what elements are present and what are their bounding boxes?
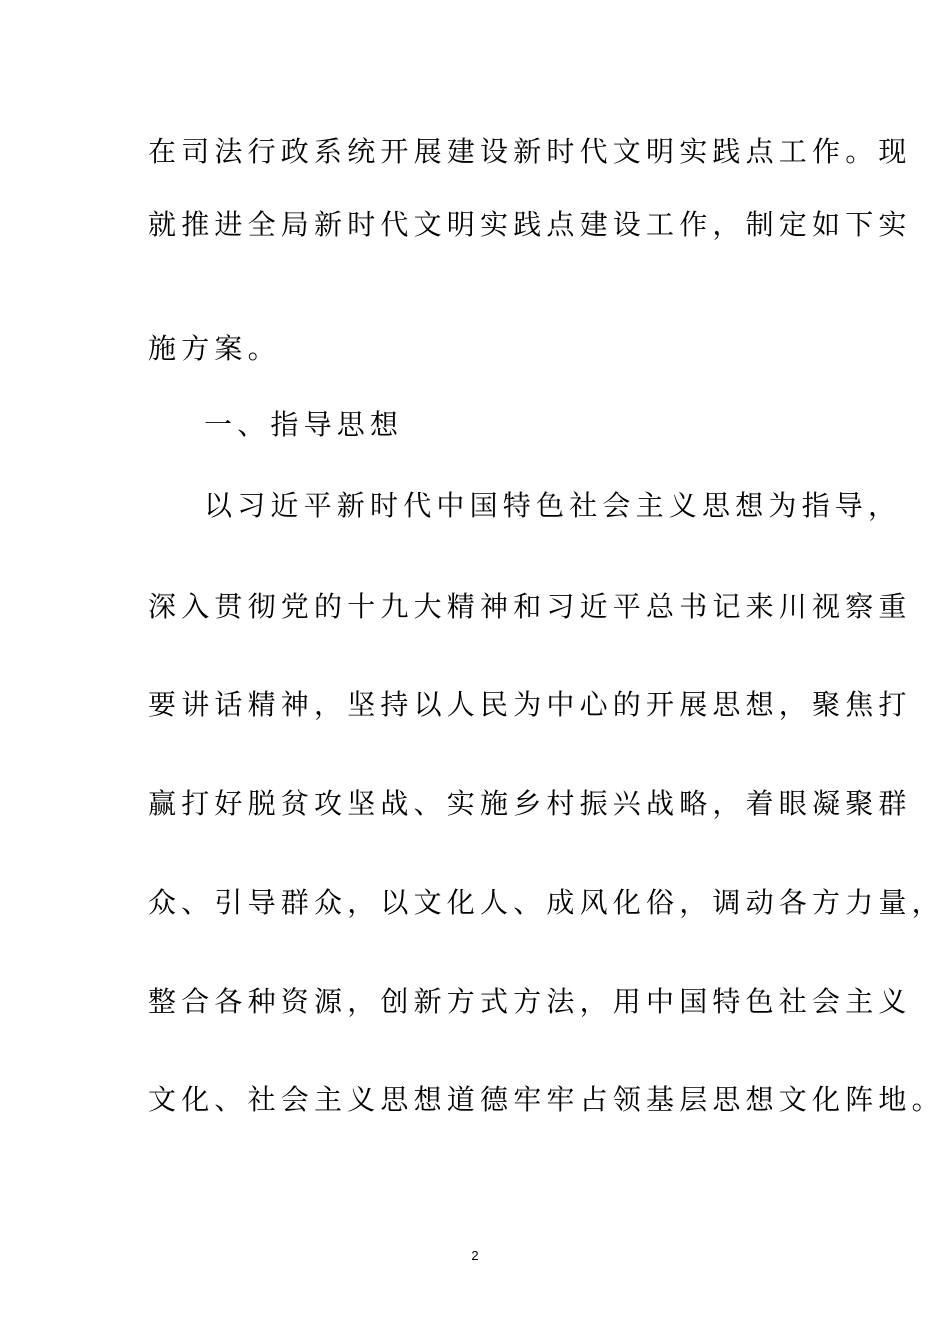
body-text-line: 整合各种资源，创新方式方法，用中国特色社会主义 xyxy=(148,985,912,1018)
body-text-line: 赢打好脱贫攻坚战、实施乡村振兴战略，着眼凝聚群 xyxy=(148,787,912,820)
body-text-line: 就推进全局新时代文明实践点建设工作，制定如下实 xyxy=(148,208,912,241)
body-text-line: 深入贯彻党的十九大精神和习近平总书记来川视察重 xyxy=(148,590,912,623)
body-text-line: 文化、社会主义思想道德牢牢占领基层思想文化阵地。 xyxy=(148,1083,945,1116)
paragraph-first-line: 以习近平新时代中国特色社会主义思想为指导， xyxy=(204,489,902,522)
page-number: 2 xyxy=(471,1248,479,1263)
body-text-line: 在司法行政系统开展建设新时代文明实践点工作。现 xyxy=(148,135,912,168)
body-text-line: 众、引导群众，以文化人、成风化俗，调动各方力量， xyxy=(148,886,945,919)
body-text-line: 施方案。 xyxy=(148,332,281,365)
body-text-line: 要讲话精神，坚持以人民为中心的开展思想，聚焦打 xyxy=(148,688,912,721)
section-heading: 一、指导思想 xyxy=(204,408,404,441)
